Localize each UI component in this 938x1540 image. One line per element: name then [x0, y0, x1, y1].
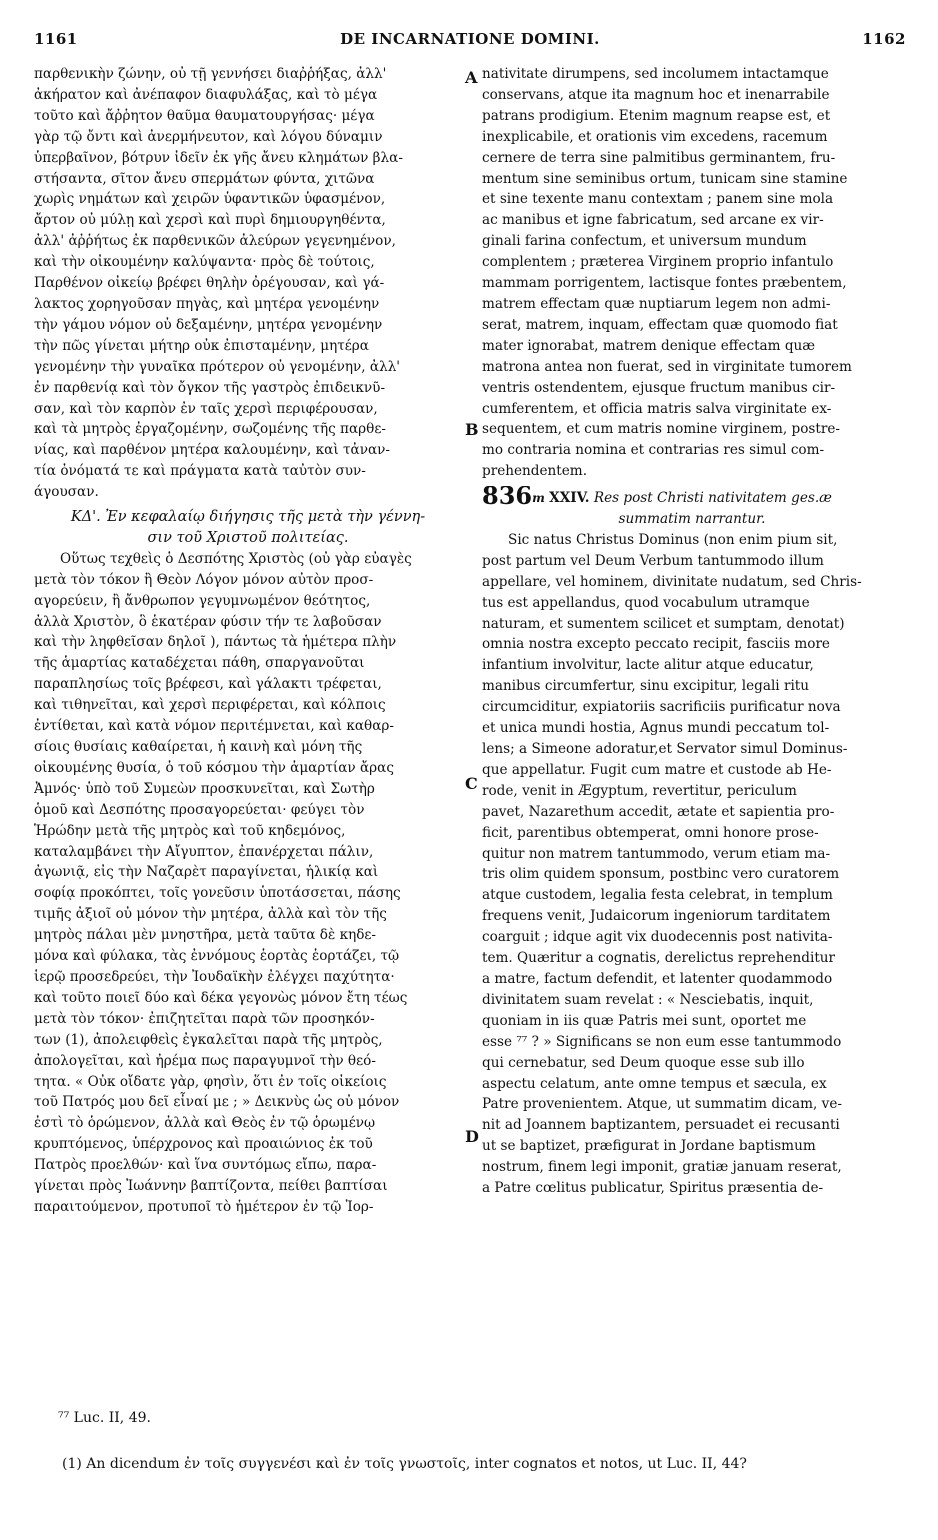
text-line: et sine texente manu contextam ; panem sine mola: [482, 191, 834, 208]
text-line: ἱερῷ προσεδρεύει, τὴν Ἰουδαϊκὴν ἐλέγχει παχύτητα·: [34, 968, 395, 985]
text-line: λακτος χορηγοῦσαν πηγὰς, καὶ μητέρα γενομένην: [34, 295, 380, 312]
latin-column: [482, 64, 902, 1199]
section-tag: m: [532, 491, 545, 506]
text-line: mammam porrigentem, lactisque fontes præbentem,: [482, 275, 847, 292]
text-line: a Patre cœlitus publicatur, Spiritus præsentia de-: [482, 1180, 824, 1197]
text-line: frequens venit, Judaicorum ingeniorum tarditatem: [482, 908, 831, 925]
text-line: ἐν παρθενίᾳ καὶ τὸν ὄγκον τῆς γαστρὸς ἐπιδεικνῦ-: [34, 379, 386, 396]
text-line: μητρὸς πάλαι μὲν μνηστῆρα, μετὰ ταῦτα δὲ κηδε-: [34, 927, 377, 944]
text-line: aspectu celatum, ante omne tempus et sæcula, ex: [482, 1075, 827, 1092]
text-line: τία ὀνόματά τε καὶ πράγματα κατὰ ταὐτὸν συν-: [34, 463, 366, 480]
text-line: τὴν πῶς γίνεται μήτηρ οὐκ ἐπισταμένην, μητέρα: [34, 337, 369, 354]
greek-text-part1: [34, 64, 462, 503]
margin-marker-c: C: [465, 774, 478, 793]
text-line: παραιτούμενον, προτυποῖ τὸ ἡμέτερον ἐν τῷ Ἰορ-: [34, 1198, 374, 1215]
text-line: et unica mundi hostia, Agnus mundi peccatum tol-: [482, 720, 830, 737]
right-page-number: 1162: [862, 30, 906, 48]
text-line: γίνεται πρὸς Ἰωάννην βαπτίζοντα, πείθει βαπτίσαι: [34, 1178, 388, 1195]
text-line: rode, venit in Ægyptum, revertitur, periculum: [482, 782, 797, 799]
margin-marker-b: B: [465, 420, 479, 439]
text-line: ac manibus et igne fabricatum, sed arcane ex vir-: [482, 212, 824, 229]
text-line: κρυπτόμενος, ὑπέρχρονος καὶ προαιώνιος ἐκ τοῦ: [34, 1136, 373, 1153]
text-line: prehendentem.: [482, 463, 588, 480]
text-line: tris olim quidem sponsum, postbinc vero curatorem: [482, 866, 840, 883]
text-line: χωρὶς νημάτων καὶ χειρῶν ὑφαντικῶν ὑφασμένον,: [34, 191, 386, 208]
text-line: quoniam in iis quæ Patris mei sunt, oportet me: [482, 1012, 807, 1029]
margin-marker-d: D: [465, 1127, 479, 1146]
latin-text-part1: [482, 64, 902, 482]
text-line: τὴν γάμου νόμον οὐ δεξαμένην, μητέρα γενομένην: [34, 316, 383, 333]
text-line: nostrum, finem legi imponit, gratiæ januam reserat,: [482, 1159, 842, 1176]
text-line: Ἡρώδην μετὰ τῆς μητρὸς καὶ τοῦ κηδεμόνος,: [34, 822, 346, 839]
text-line: divinitatem suam revelat : « Nesciebatis, inquit,: [482, 991, 814, 1008]
text-line: mo contraria nomina et contrarias res simul com-: [482, 442, 825, 459]
text-line: σαν, καὶ τὸν καρπὸν ἐν ταῖς χερσὶ περιφέρουσαν,: [34, 400, 378, 417]
text-line: quitur non matrem tantummodo, verum etiam ma-: [482, 845, 831, 862]
heading-line: ΚΔ'. Ἐν κεφαλαίῳ διήγησις τῆς μετὰ τὴν γέννη-: [70, 509, 426, 526]
text-line: τητα. « Οὐκ οἴδατε γὰρ, φησὶν, ὅτι ἐν τοῖς οἰκείοις: [34, 1073, 387, 1090]
text-line: σίοις θυσίαις καθαίρεται, ἡ καινὴ καὶ μόνη τῆς: [34, 739, 363, 755]
text-line: ginali farina confectum, et universum mundum: [482, 233, 807, 250]
text-line: patrans prodigium. Etenim magnum reapse est, et: [482, 107, 831, 124]
text-line: ficit, parentibus obtemperat, omni honore prose-: [482, 824, 819, 841]
text-line: ἐντίθεται, καὶ κατὰ νόμον περιτέμνεται, καὶ καθαρ-: [34, 718, 395, 735]
footnote-ref: ⁷⁷ Luc. II, 49.: [58, 1410, 151, 1426]
text-line: ἀγωνιᾷ, εἰς τὴν Ναζαρὲτ παραγίνεται, ἡλικίᾳ καὶ: [34, 864, 379, 881]
text-line: appellare, vel hominem, divinitate nudatum, sed Chris-: [482, 573, 862, 590]
text-line: τοῦτο καὶ ἄῤῥητον θαῦμα θαυματουργήσας· μέγα: [34, 107, 375, 124]
text-line: infantium involvitur, lacte alitur atque educatur,: [482, 657, 814, 674]
text-line: tus est appellandus, quod vocabulum utramque: [482, 594, 810, 611]
text-line: lens; a Simeone adoratur,et Servator simul Dominus-: [482, 741, 848, 757]
text-line: οἰκουμένης θυσία, ὁ τοῦ κόσμου τὴν ἁμαρτίαν ἄρας: [34, 759, 394, 776]
text-line: των (1), ἀπολειφθεὶς ἐγκαλεῖται παρὰ τῆς μητρὸς,: [34, 1031, 383, 1048]
text-line: ὁμοῦ καὶ Δεσπότης προσαγορεύεται· φεύγει τὸν: [34, 801, 365, 818]
text-line: sequentem, et cum matris nomine virginem, postre-: [482, 421, 840, 438]
text-line: ventris ostendentem, ejusque fructum manibus cir-: [482, 379, 836, 396]
text-line: esse ⁷⁷ ? » Significans se non eum esse tantummodo: [482, 1033, 842, 1050]
text-line: ἀκήρατον καὶ ἀνέπαφον διαφυλάξας, καὶ τὸ μέγα: [34, 86, 378, 103]
text-line: Οὕτως τεχθεὶς ὁ Δεσπότης Χριστὸς (οὐ γὰρ εὐαγὲς: [60, 550, 412, 567]
text-line: Sic natus Christus Dominus (non enim pium sit,: [508, 531, 838, 548]
text-line: στήσαντα, σῖτον ἄνευ σπερμάτων φύντα, χιτῶνα: [34, 170, 375, 187]
heading-line: σιν τοῦ Χριστοῦ πολιτείας.: [147, 529, 349, 546]
text-line: circumciditur, expiatoriis sacrificiis purificatur nova: [482, 699, 841, 716]
text-line: a matre, factum defendit, et latenter quodammodo: [482, 970, 833, 987]
text-line: τοῦ Πατρός μου δεῖ εἶναί με ; » Δεικνὺς ὡς οὐ μόνον: [34, 1094, 400, 1111]
page-header: [34, 30, 906, 56]
latin-text-part2: [482, 530, 902, 1199]
greek-column: [34, 64, 462, 1218]
text-line: qui cernebatur, sed Deum quoque esse sub illo: [482, 1054, 805, 1071]
text-line: ἄρτον οὐ μύλῃ καὶ χερσὶ καὶ πυρὶ δημιουργηθέντα,: [34, 212, 386, 229]
text-line: καὶ τὰ μητρὸς ἐργαζομένην, σωζομένης τῆς παρθε-: [34, 421, 386, 438]
text-line: νίας, καὶ παρθένον μητέρα καλουμένην, καὶ τἀναν-: [34, 442, 391, 459]
text-line: matrem effectam quæ nuptiarum legem non admi-: [482, 295, 831, 312]
text-line: καὶ τιθηνεῖται, καὶ χερσὶ περιφέρεται, καὶ κόλποις: [34, 697, 386, 714]
text-line: μόνα καὶ φύλακα, τὰς ἐννόμους ἑορτὰς ἑορτάζει, τῷ: [34, 948, 400, 965]
text-line: conservans, atque ita magnum hoc et inenarrabile: [482, 86, 830, 103]
text-line: μετὰ τὸν τόκον ἢ Θεὸν Λόγον μόνον αὐτὸν προσ-: [34, 571, 374, 588]
text-line: nativitate dirumpens, sed incolumem intactamque: [482, 66, 829, 82]
text-line: καὶ τοῦτο ποιεῖ δύο καὶ δέκα γεγονὼς μόνον ἔτη τέως: [34, 989, 408, 1006]
text-line: Πατρὸς προελθών· καὶ ἵνα συντόμως εἴπω, παρα-: [34, 1157, 377, 1174]
text-line: cumferentem, et officia matris salva virginitate ex-: [482, 400, 832, 417]
text-line: Patre provenientem. Atque, ut summatim dicam, ve-: [482, 1096, 842, 1113]
text-line: atque custodem, legalia festa celebrat, in templum: [482, 887, 833, 904]
section-title-line2: summatim narrantur.: [618, 511, 766, 528]
text-line: cernere de terra sine palmitibus germinantem, fru-: [482, 149, 836, 166]
text-line: ἀλλ' ἀῤῥήτως ἐκ παρθενικῶν ἀλεύρων γεγενημένον,: [34, 233, 396, 250]
text-line: σοφίᾳ προκόπτει, τοῖς γονεῦσιν ὑποτάσσεται, πάσης: [34, 885, 401, 902]
text-line: Ἀμνός· ὑπὸ τοῦ Συμεὼν προσκυνεῖται, καὶ Σωτὴρ: [34, 780, 375, 797]
text-line: naturam, et sumentem scilicet et sumptam, denotat): [482, 615, 845, 632]
running-title: DE INCARNATIONE DOMINI.: [340, 30, 600, 48]
text-line: καὶ τὴν ληφθεῖσαν δηλοῖ ), πάντως τὰ ἡμέτερα πλὴν: [34, 634, 397, 651]
text-line: inexplicabile, et orationis vim excedens, racemum: [482, 128, 828, 145]
text-line: coarguit ; idque agit vix duodecennis post nativita-: [482, 929, 833, 946]
text-line: παραπλησίως τοῖς βρέφεσι, καὶ γάλακτι τρέφεται,: [34, 676, 382, 693]
text-line: καὶ τὴν οἰκουμένην καλύψαντα· πρὸς δὲ τούτοις,: [34, 254, 375, 271]
greek-text-part2: [34, 549, 462, 1218]
text-line: ἀπολογεῖται, καὶ ἠρέμα πως παραγυμνοῖ τὴν θεό-: [34, 1052, 376, 1069]
text-line: nit ad Joannem baptizantem, persuadet ei recusanti: [482, 1117, 840, 1134]
text-line: ut se baptizet, præfigurat in Jordane baptismum: [482, 1138, 816, 1155]
text-line: tem. Quæritur a cognatis, derelictus reprehenditur: [482, 950, 836, 967]
text-line: αγορεύειν, ἢ ἄνθρωπον γεγυμνωμένον θεότητος,: [34, 592, 371, 609]
latin-section-heading: [482, 486, 902, 530]
text-line: καταλαμβάνει τὴν Αἴγυπτον, ἐπανέρχεται πάλιν,: [34, 843, 374, 860]
text-line: γὰρ τῷ ὄντι καὶ ἀνερμήνευτον, καὶ λόγου δύναμιν: [34, 128, 383, 145]
text-line: post partum vel Deum Verbum tantummodo illum: [482, 552, 824, 569]
text-line: omnia nostra excepto peccato recipit, fasciis more: [482, 636, 830, 653]
greek-section-heading: [34, 507, 462, 549]
text-line: manibus circumfertur, sinu excipitur, legali ritu: [482, 678, 810, 695]
text-line: Παρθένον οἰκείῳ βρέφει θηλὴν ὀρέγουσαν, καὶ γά-: [34, 275, 385, 292]
text-line: que appellatur. Fugit cum matre et custode ab He-: [482, 761, 832, 778]
text-line: pavet, Nazarethum accedit, ætate et sapientia pro-: [482, 803, 835, 820]
text-line: ἀλλὰ Χριστὸν, ὃ ἑκατέραν φύσιν τήν τε λαβοῦσαν: [34, 613, 382, 630]
text-line: complentem ; præterea Virginem proprio infantulo: [482, 254, 834, 271]
text-line: μετὰ τὸν τόκον· ἐπιζητεῖται παρὰ τῶν προσηκόν-: [34, 1010, 375, 1027]
text-line: matrona antea non fuerat, sed in virginitate tumorem: [482, 358, 852, 375]
footnote-note: (1) An dicendum ἐν τοῖς συγγενέσι καὶ ἐν τοῖς γνωστοῖς, inter cognatos et notos, ut Luc. II, 44?: [62, 1456, 747, 1472]
text-line: ὑπερβαῖνον, βότρυν ἰδεῖν ἐκ γῆς ἄνευ κλημάτων βλα-: [34, 149, 403, 166]
text-line: mentum sine seminibus ortum, tunicam sine stamine: [482, 170, 848, 187]
text-line: άγουσαν.: [34, 484, 99, 501]
text-line: mater ignorabat, matrem denique effectam quæ: [482, 337, 816, 354]
left-page-number: 1161: [34, 30, 78, 48]
text-line: τιμῆς ἀξιοῖ οὐ μόνον τὴν μητέρα, ἀλλὰ καὶ τὸν τῆς: [34, 906, 387, 923]
margin-marker-a: A: [465, 68, 478, 87]
text-line: γενομένην τὴν γυναῖκα πρότερον οὐ γενομένην, ἀλλ': [34, 358, 401, 375]
text-line: ἐστὶ τὸ ὁρώμενον, ἀλλὰ καὶ Θεὸς ἐν τῷ ὁρωμένῳ: [34, 1115, 376, 1132]
text-line: παρθενικὴν ζώνην, οὐ τῇ γεννήσει διαῤῥήξας, ἀλλ': [34, 66, 387, 82]
section-number: 836: [482, 486, 533, 510]
text-line: τῆς ἁμαρτίας καταδέχεται πάθη, σπαργανοῦται: [34, 655, 365, 672]
text-line: serat, matrem, inquam, effectam quæ quomodo fiat: [482, 316, 838, 333]
section-roman: XXIV.: [549, 490, 590, 507]
section-title-line1: Res post Christi nativitatem ges.æ: [593, 490, 832, 507]
